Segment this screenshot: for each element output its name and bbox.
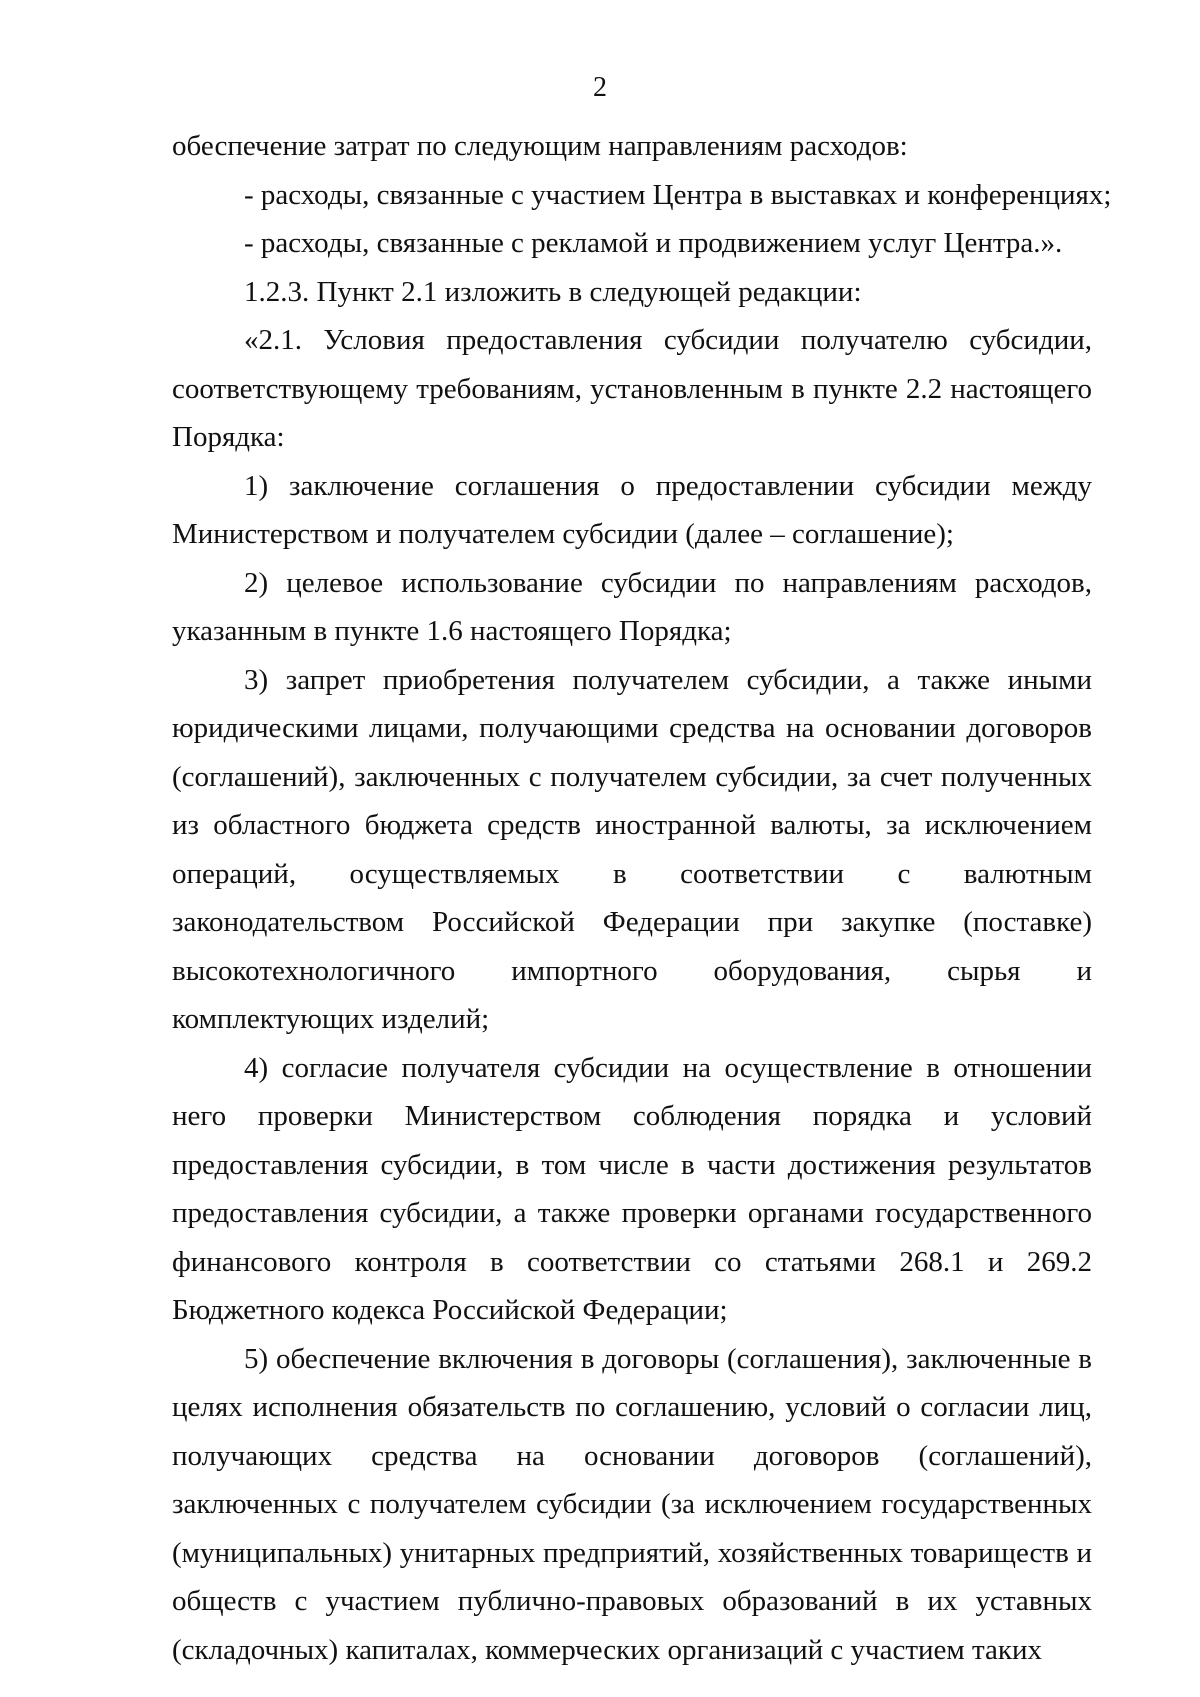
- paragraph: - расходы, связанные с участием Центра в выставках и конференциях;: [244, 178, 1112, 211]
- paragraph: 1.2.3. Пункт 2.1 изложить в следующей редакции:: [244, 275, 862, 308]
- page-number: 2: [593, 72, 607, 103]
- paragraph: - расходы, связанные с рекламой и продвижением услуг Центра.».: [244, 227, 1063, 259]
- paragraph: 3) запрет приобретения получателем субсидии, а также иными юридическими лицами, получающими средства на основании договоров (соглашений), заключенных с получателем субсидии, за счет полученных из областного бюджета средств иностранной валюты, за исключением операций, осуществляемых в соответствии с валютным законодательством Российской Федерации при закупке (поставке) высокотехнологичного импортного оборудования, сырья и комплектующих изделий;: [172, 663, 1092, 1035]
- paragraph: обеспечение затрат по следующим направлениям расходов:: [172, 130, 908, 162]
- document-body: [172, 122, 1112, 1674]
- paragraph: «2.1. Условия предоставления субсидии получателю субсидии, соответствующему требованиям, установленным в пункте 2.2 настоящего Порядка:: [172, 324, 1092, 453]
- paragraph: 4) согласие получателя субсидии на осуществление в отношении него проверки Министерством соблюдения порядка и условий предоставления субсидии, в том числе в части достижения результатов предоставления субсидии, а также проверки органами государственного финансового контроля в соответствии со статьями 268.1 и 269.2 Бюджетного кодекса Российской Федерации;: [172, 1051, 1092, 1326]
- paragraph: 1) заключение соглашения о предоставлении субсидии между Министерством и получателем субсидии (далее – соглашение);: [172, 469, 1092, 550]
- paragraph: 5) обеспечение включения в договоры (соглашения), заключенные в целях исполнения обязательств по соглашению, условий о согласии лиц, получающих средства на основании договоров (соглашений), заключенных с получателем субсидии (за исключением государственных (муниципальных) унитарных предприятий, хозяйственных товариществ и обществ с участием публично-правовых образований в их уставных (складочных) капиталах, коммерческих организаций с участием таких: [172, 1342, 1092, 1666]
- paragraph: 2) целевое использование субсидии по направлениям расходов, указанным в пункте 1.6 настоящего Порядка;: [172, 566, 1092, 647]
